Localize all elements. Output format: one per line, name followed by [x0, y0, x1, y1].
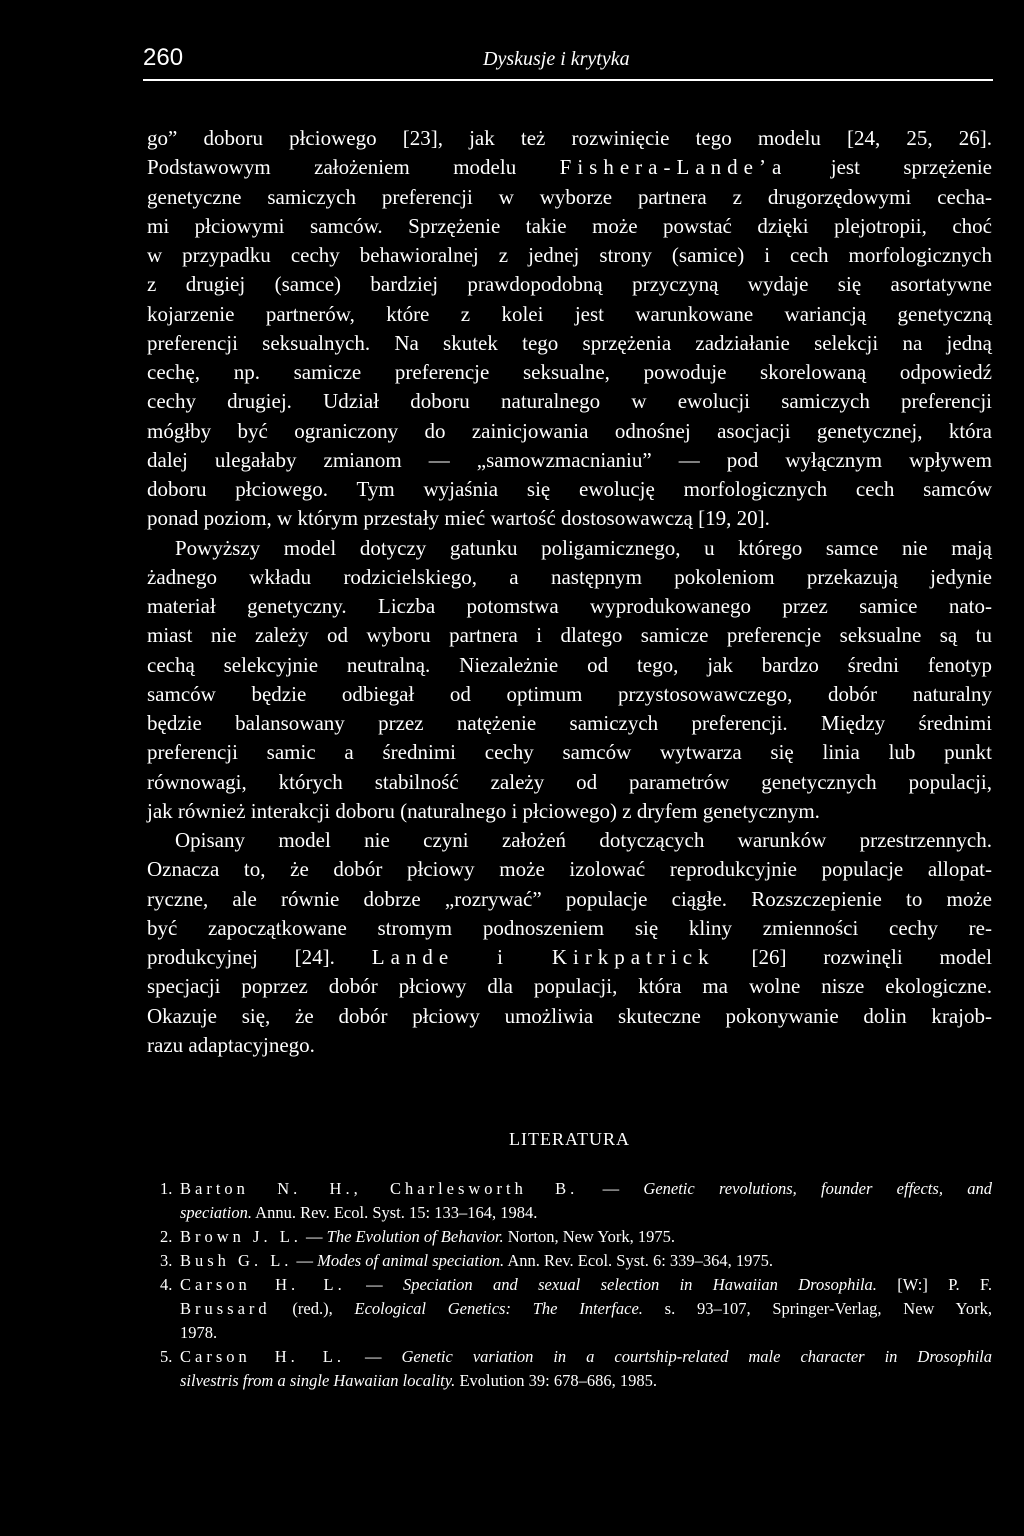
reference-author: Brown J. L.	[180, 1227, 302, 1246]
text-line: Podstawowym założeniem modelu Fishera-Lande’a jest sprzężenie	[147, 155, 992, 180]
text-line: mi płciowymi samców. Sprzężenie takie może powstać dzięki plejotropii, choć	[147, 213, 992, 238]
reference-editor: Brussard	[180, 1299, 271, 1318]
text-line: mógłby być ograniczony do zainicjowania odnośnej asocjacji genetycznej, która	[147, 418, 992, 443]
text-line: kojarzenie partnerów, które z kolei jest warunkowane wariancją genetyczną	[147, 301, 992, 326]
paragraph-2	[147, 534, 992, 827]
text-line: genetyczne samiczych preferencji w wyborze partnera z drugorzędowymi cecha-	[147, 184, 992, 209]
text-line: specjacji poprzez dobór płciowy dla populacji, która ma wolne nisze ekologiczne.	[147, 974, 992, 999]
reference-author: Carson H. L.	[180, 1275, 346, 1294]
text-line: produkcyjnej [24]. Lande i Kirkpatrick [26] rozwinęli model	[147, 945, 993, 969]
text-line: z drugiej (samce) bardziej prawdopodobną przyczyną wydaje się asortatywne	[147, 272, 992, 297]
article-body	[147, 124, 992, 1060]
text-line: miast nie zależy od wyboru partnera i dlatego samicze preferencje seksualne są tu	[147, 623, 992, 648]
reference-author: Barton N. H., Charlesworth B.	[180, 1179, 579, 1198]
reference-author: Bush G. L.	[180, 1251, 293, 1270]
text-line: w przypadku cechy behawioralnej z jednej strony (samice) i cech morfologicznych	[147, 243, 992, 267]
text-line: doboru płciowego. Tym wyjaśnia się ewolucję morfologicznych cech samców	[147, 477, 992, 501]
reference-item: 1. Barton N. H., Charlesworth B. — Genetic revolutions, founder effects, and speciation. Annu. Rev. Ecol. Syst. 15: 133–164, 1984.	[160, 1179, 992, 1222]
text-line: Okazuje się, że dobór płciowy umożliwia skuteczne pokonywanie dolin krajob-	[147, 1003, 992, 1028]
reference-title: The Evolution of Behavior.	[326, 1227, 504, 1246]
reference-author: Carson H. L.	[180, 1347, 345, 1366]
text-line: preferencji seksualnych. Na skutek tego sprzężenia zadziałanie selekcji na jedną	[147, 330, 992, 355]
text-line: ryczne, ale równie dobrze „rozrywać” populacje ciągłe. Rozszczepienie to może	[147, 886, 992, 911]
bibliography	[160, 1177, 992, 1393]
text-line: cechą selekcyjnie neutralną. Niezależnie od tego, jak bardzo średni fenotyp	[147, 652, 992, 677]
bibliography-heading: LITERATURA	[509, 1129, 630, 1149]
reference-item: 5. Carson H. L. — Genetic variation in a courtship-related male character in Drosophila silvestris from a single Hawaiian locality. Evolution 39: 678–686, 1985.	[160, 1347, 992, 1390]
author-name: Fishera-Lande’a	[559, 155, 788, 180]
text-line: będzie balansowany przez natężenie samiczych preferencji. Między średnimi	[147, 711, 992, 735]
text-line: ponad poziom, w którym przestały mieć wartość dostosowawczą [19, 20].	[147, 506, 770, 531]
text-line: dalej ulegałaby zmianom — „samowzmacnianiu” — pod wyłącznym wpływem	[147, 447, 992, 472]
author-name: Lande i Kirkpatrick	[371, 945, 715, 969]
reference-title: Genetic variation in a courtship-related male character in Drosophila	[401, 1347, 992, 1366]
reference-item: 2. Brown J. L. — The Evolution of Behavior. Norton, New York, 1975.	[160, 1227, 675, 1246]
text-line: razu adaptacyjnego.	[147, 1032, 315, 1057]
running-head	[143, 44, 993, 78]
text-line: cechę, np. samicze preferencje seksualne, powoduje skorelowaną odpowiedź	[147, 360, 992, 384]
reference-title: Speciation and sexual selection in Hawaiian Drosophila.	[402, 1275, 877, 1294]
text-line: równowagi, których stabilność zależy od parametrów genetycznych populacji,	[147, 769, 992, 794]
text-line: materiał genetyczny. Liczba potomstwa wyprodukowanego przez samice nato-	[147, 594, 992, 618]
reference-item: 3. Bush G. L. — Modes of animal speciation. Ann. Rev. Ecol. Syst. 6: 339–364, 1975.	[160, 1251, 774, 1270]
text-line: żadnego wkładu rodzicielskiego, a następnym pokoleniom przekazują jedynie	[147, 564, 992, 589]
page-number: 260	[143, 44, 184, 71]
text-line: samców będzie odbiegał od optimum przystosowawczego, dobór naturalny	[147, 681, 992, 706]
text-line: go” doboru płciowego [23], jak też rozwinięcie tego modelu [24, 25, 26].	[147, 126, 992, 150]
text-line: Oznacza to, że dobór płciowy może izolować reprodukcyjnie populacje allopat-	[147, 857, 992, 882]
reference-title: Modes of animal speciation.	[317, 1251, 505, 1270]
text-line: Powyższy model dotyczy gatunku poligamicznego, u którego samce nie mają	[175, 535, 992, 560]
running-title: Dyskusje i krytyka	[483, 48, 630, 70]
reference-item: 4. Carson H. L. — Speciation and sexual selection in Hawaiian Drosophila. [W:] P. F. Brussard (red.), Ecological Genetics: The Interface. s. 93–107, Springer-Verlag, New York, 1978.	[160, 1275, 993, 1342]
text-line: jak również interakcji doboru (naturalnego i płciowego) z dryfem genetycznym.	[147, 798, 820, 823]
paragraph-3	[147, 826, 992, 1060]
text-line: Opisany model nie czyni założeń dotyczących warunków przestrzennych.	[175, 828, 992, 852]
paragraph-1	[147, 124, 992, 534]
text-line: cechy drugiej. Udział doboru naturalnego w ewolucji samiczych preferencji	[147, 389, 992, 414]
text-line: preferencji samic a średnimi cechy samców wytwarza się linia lub punkt	[147, 740, 992, 765]
reference-title: Genetic revolutions, founder effects, and	[643, 1179, 992, 1198]
text-line: być zapoczątkowane stromym podnoszeniem się kliny zmienności cechy re-	[147, 915, 992, 940]
header-rule	[143, 79, 993, 81]
